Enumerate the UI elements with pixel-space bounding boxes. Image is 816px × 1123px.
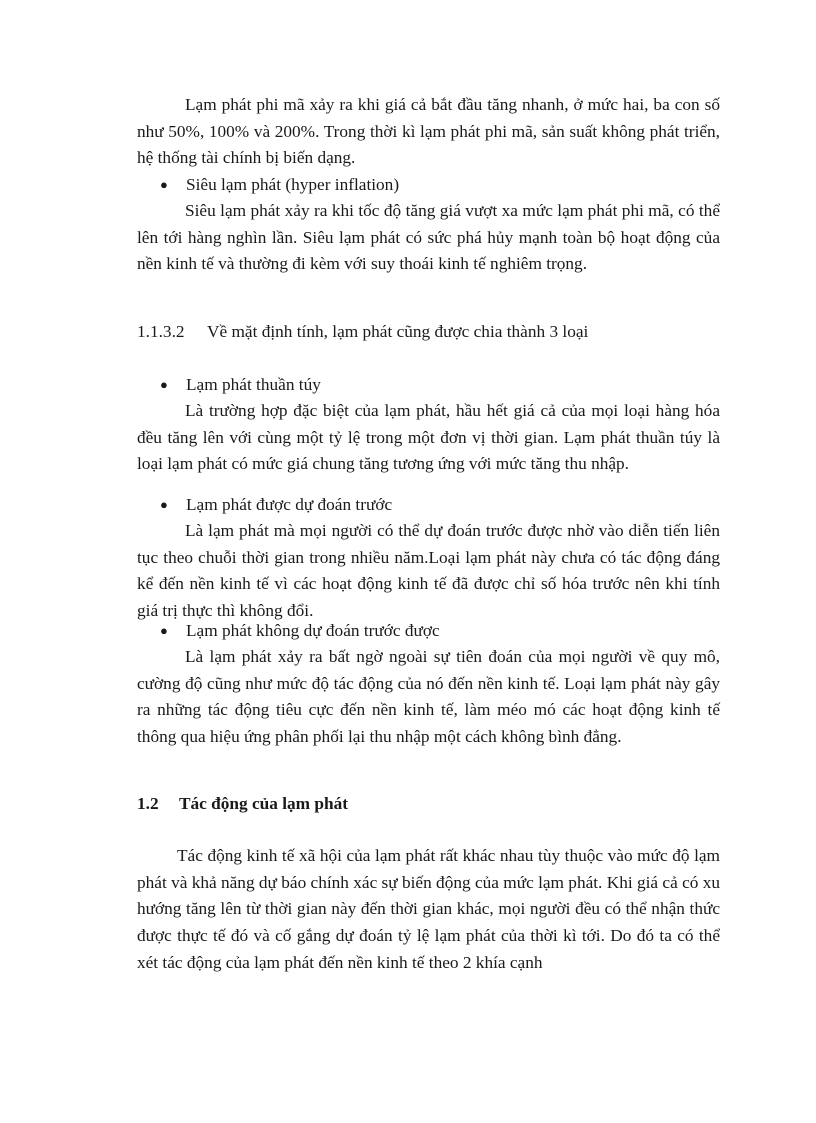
- paragraph-hyperinflation-galloping: Lạm phát phi mã xảy ra khi giá cả bắt đầu tăng nhanh, ở mức hai, ba con số như 50%, 100% và 200%. Trong thời kì lạm phát phi mã, sản suất không phát triển, hệ thống tài chính bị biến dạng.: [137, 95, 720, 168]
- bullet-icon: ●: [160, 497, 168, 512]
- bullet-item-unanticipated-inflation: [160, 618, 440, 645]
- bullet-icon: ●: [160, 177, 168, 192]
- bullet-label: Lạm phát không dự đoán trước được: [186, 621, 440, 640]
- section-number: 1.2: [137, 794, 159, 813]
- paragraph-pure-inflation: Là trường hợp đặc biệt của lạm phát, hầu hết giá cả của mọi loại hàng hóa đều tăng lên với cùng một tỷ lệ trong một đơn vị thời gian. Lạm phát thuần túy là loại lạm phát có mức giá chung tăng tương ứng với mức tăng thu nhập.: [137, 401, 720, 474]
- bullet-icon: ●: [160, 623, 168, 638]
- bullet-label: Lạm phát được dự đoán trước: [186, 495, 393, 514]
- bullet-label: Siêu lạm phát (hyper inflation): [186, 175, 400, 194]
- subsection-heading: [137, 319, 588, 346]
- subsection-title: Về mặt định tính, lạm phát cũng được chia thành 3 loại: [207, 322, 589, 341]
- bullet-item-pure-inflation: [160, 372, 321, 399]
- bullet-icon: ●: [160, 377, 168, 392]
- paragraph-hyperinflation-desc: Siêu lạm phát xảy ra khi tốc độ tăng giá vượt xa mức lạm phát phi mã, có thể lên tới hàng nghìn lần. Siêu lạm phát có sức phá hủy mạnh toàn bộ hoạt động của nền kinh tế và thường đi kèm với suy thoái kinh tế nghiêm trọng.: [137, 201, 720, 274]
- section-title: Tác động của lạm phát: [179, 794, 348, 813]
- paragraph-anticipated-inflation: Là lạm phát mà mọi người có thể dự đoán trước được nhờ vào diễn tiến liên tục theo chuỗi thời gian trong nhiều năm.Loại lạm phát này chưa có tác động đáng kể đến nền kinh tế vì các hoạt động kinh tế đã được chỉ số hóa trước nên khi tính giá trị thực thì không đổi.: [137, 521, 720, 621]
- bullet-item-hyperinflation: [160, 172, 399, 199]
- bullet-item-anticipated-inflation: [160, 492, 392, 519]
- section-heading: [137, 791, 348, 818]
- paragraph-inflation-effects: Tác động kinh tế xã hội của lạm phát rất khác nhau tùy thuộc vào mức độ lạm phát và khả năng dự báo chính xác sự biến động của mức lạm phát. Khi giá cả có xu hướng tăng lên từ thời gian này đến thời gian khác, mọi người đều có thể nhận thức được thực tế đó và cố gắng dự đoán tỷ lệ lạm phát của thời kì tới. Do đó ta có thể xét tác động của lạm phát đến nền kinh tế theo 2 khía cạnh: [137, 846, 720, 972]
- paragraph-unanticipated-inflation: Là lạm phát xảy ra bất ngờ ngoài sự tiên đoán của mọi người về quy mô, cường độ cũng như mức độ tác động của nó đến nền kinh tế. Loại lạm phát này gây ra những tác động tiêu cực đến nền kinh tế, làm méo mó các hoạt động kinh tế thông qua hiệu ứng phân phối lại thu nhập một cách không bình đẳng.: [137, 647, 720, 747]
- bullet-label: Lạm phát thuần túy: [186, 375, 321, 394]
- subsection-number: 1.1.3.2: [137, 322, 185, 341]
